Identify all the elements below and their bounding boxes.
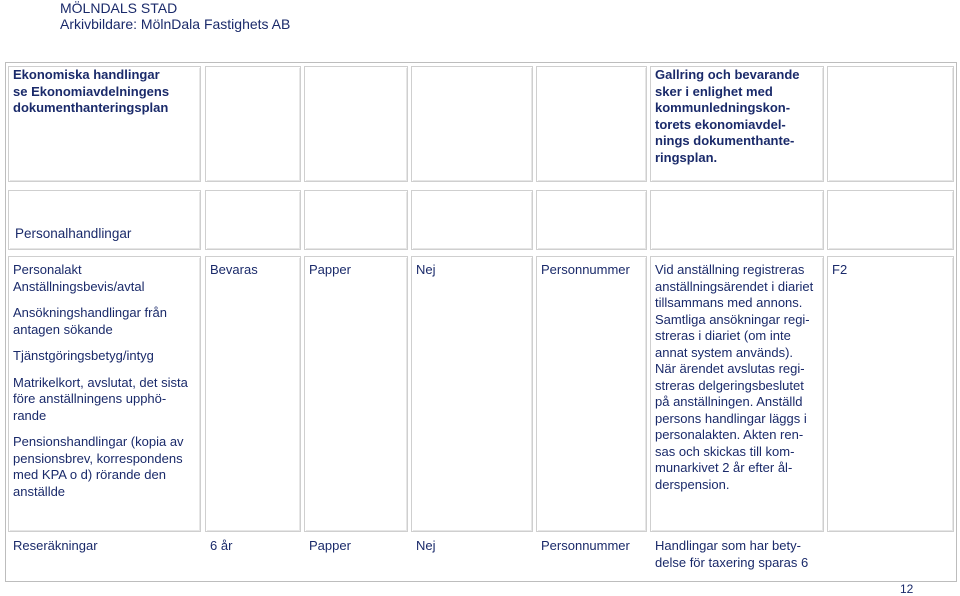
doc-item: anställde — [13, 483, 66, 499]
row1-note-line: nings dokumenthante- — [655, 133, 795, 148]
row3-cell-medium — [304, 256, 408, 532]
row1-title-line: dokumenthanteringsplan — [13, 100, 169, 115]
row2-cell-6 — [650, 190, 824, 250]
doc-item: rande — [13, 407, 47, 423]
row4-sort: Personnummer — [541, 538, 630, 553]
row1-note-line: kommunledningskon- — [655, 100, 791, 115]
row3-retention: Bevaras — [210, 262, 258, 277]
row1-note-line: ringsplan. — [655, 149, 718, 165]
row1-note — [655, 67, 800, 166]
doc-item: Anställningsbevis/avtal — [13, 278, 145, 294]
row3-title-block — [13, 262, 201, 500]
row1-note-line: sker i enlighet med — [655, 83, 773, 99]
row3-cell-registered — [411, 256, 533, 532]
row3-sort: Personnummer — [541, 262, 630, 277]
row1-title — [13, 67, 169, 117]
row1-note-line: torets ekonomiavdel- — [655, 116, 786, 132]
row1-title-line: se Ekonomiavdelningens — [13, 83, 170, 99]
comment-line: Vid anställning registreras — [655, 262, 805, 277]
row4-medium: Papper — [309, 538, 351, 553]
row2-cell-7 — [827, 190, 954, 250]
doc-item: Matrikelkort, avslutat, det sista — [13, 374, 188, 390]
row1-cell-5 — [536, 66, 647, 182]
document-header — [60, 0, 290, 32]
row4-retention: 6 år — [210, 538, 233, 553]
row2-cell-3 — [304, 190, 408, 250]
comment-line: persons handlingar läggs i — [655, 410, 807, 426]
comment-line: anställningsärendet i diariet — [655, 278, 814, 294]
doc-item: pensionsbrev, korrespondens — [13, 450, 183, 466]
comment-line: Handlingar som har bety- — [655, 538, 801, 553]
doc-item: Pensionshandlingar (kopia av — [13, 434, 184, 449]
row3-cell-retention — [205, 256, 301, 532]
comment-line: tillsammans med annons. — [655, 295, 803, 310]
comment-line: sas och skickas till kom- — [655, 443, 795, 459]
row3-comment — [655, 262, 813, 493]
comment-line: streras i diariet (om inte — [655, 328, 791, 343]
row1-cell-4 — [411, 66, 533, 182]
row1-title-line: Ekonomiska handlingar — [13, 67, 160, 82]
doc-item: före anställningens upphö- — [13, 391, 167, 406]
row1-cell-2 — [205, 66, 301, 182]
comment-line: munarkivet 2 år efter ål- — [655, 460, 793, 475]
row1-note-line: Gallring och bevarande — [655, 67, 800, 82]
comment-line: delse för taxering sparas 6 — [655, 554, 809, 570]
doc-item: Ansökningshandlingar från — [13, 305, 167, 320]
row2-cell-2 — [205, 190, 301, 250]
comment-line: När ärendet avslutas regi- — [655, 361, 805, 376]
row2-cell-4 — [411, 190, 533, 250]
row1-cell-3 — [304, 66, 408, 182]
org-name: MÖLNDALS STAD — [60, 0, 178, 16]
doc-item: antagen sökande — [13, 321, 113, 337]
doc-item: med KPA o d) rörande den — [13, 467, 166, 482]
row3-registered: Nej — [416, 262, 436, 277]
comment-line: på anställningen. Anställd — [655, 394, 803, 409]
archive-creator: Arkivbildare: MölnDala Fastighets AB — [60, 16, 291, 32]
row3-code: F2 — [832, 262, 848, 277]
row3-cell-code — [827, 256, 954, 532]
row3-medium: Papper — [309, 262, 351, 277]
comment-line: personalakten. Akten ren- — [655, 427, 804, 442]
page-number: 12 — [900, 582, 914, 596]
comment-line: derspension. — [655, 476, 730, 492]
row2-cell-5 — [536, 190, 647, 250]
row3-cell-sort — [536, 256, 647, 532]
row4-comment — [655, 538, 808, 571]
comment-line: annat system används). — [655, 344, 794, 360]
doc-item: Tjänstgöringsbetyg/intyg — [13, 348, 154, 363]
comment-line: streras delgeringsbeslutet — [655, 377, 804, 393]
row1-cell-7 — [827, 66, 954, 182]
comment-line: Samtliga ansökningar regi- — [655, 311, 810, 327]
personalakt-title: Personalakt — [13, 262, 82, 277]
row4-title: Reseräkningar — [13, 538, 98, 553]
row4-registered: Nej — [416, 538, 436, 553]
section-heading: Personalhandlingar — [15, 226, 132, 241]
